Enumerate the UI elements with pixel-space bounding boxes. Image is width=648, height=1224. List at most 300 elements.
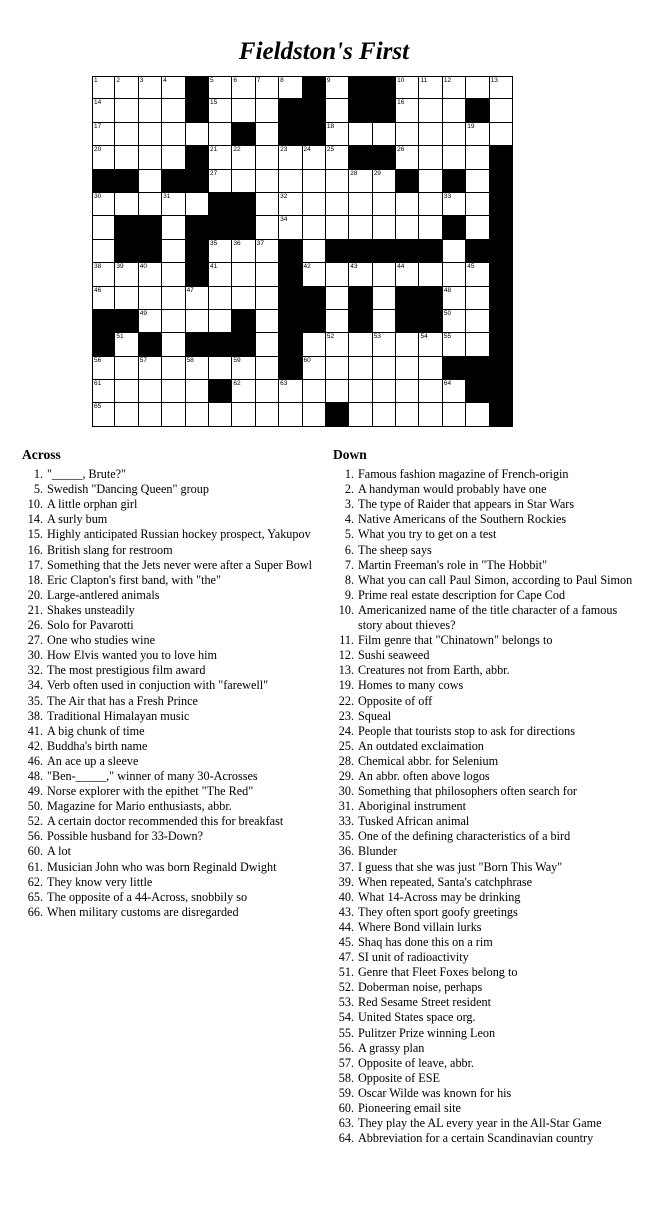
grid-cell[interactable]: [186, 310, 209, 333]
grid-cell[interactable]: [396, 263, 419, 286]
grid-cell[interactable]: [490, 76, 513, 99]
grid-cell[interactable]: [92, 99, 115, 122]
clue-number: 20.: [27, 587, 43, 602]
across-clue: [22, 512, 327, 527]
black-square: [443, 170, 466, 193]
clue-text: Something that the Jets never were after a Super Bowl: [47, 557, 313, 572]
down-clue: [333, 754, 633, 769]
black-square: [186, 146, 209, 169]
grid-cell[interactable]: [139, 193, 162, 216]
grid-cell[interactable]: [326, 193, 349, 216]
grid-cell[interactable]: [162, 240, 185, 263]
grid-cell[interactable]: [162, 333, 185, 356]
grid-cell[interactable]: [139, 146, 162, 169]
grid-cell[interactable]: [396, 403, 419, 426]
clue-text: "_____, Brute?": [47, 467, 126, 482]
grid-cell[interactable]: [419, 357, 442, 380]
grid-cell[interactable]: [256, 216, 279, 239]
grid-cell[interactable]: [373, 380, 396, 403]
grid-cell[interactable]: [162, 403, 185, 426]
grid-cell[interactable]: [115, 146, 138, 169]
grid-cell[interactable]: [279, 193, 302, 216]
grid-cell[interactable]: [326, 380, 349, 403]
grid-cell[interactable]: [115, 333, 138, 356]
grid-cell[interactable]: [373, 357, 396, 380]
grid-cell[interactable]: [466, 263, 489, 286]
grid-cell[interactable]: [373, 170, 396, 193]
grid-cell[interactable]: [443, 193, 466, 216]
grid-cell[interactable]: [443, 380, 466, 403]
grid-cell[interactable]: [115, 263, 138, 286]
grid-cell[interactable]: [443, 99, 466, 122]
black-square: [279, 310, 302, 333]
grid-cell[interactable]: [303, 403, 326, 426]
grid-cell[interactable]: [186, 193, 209, 216]
across-clue: [22, 754, 327, 769]
black-square: [396, 240, 419, 263]
grid-cell[interactable]: [373, 333, 396, 356]
grid-cell[interactable]: [326, 76, 349, 99]
grid-cell[interactable]: [326, 123, 349, 146]
grid-cell[interactable]: [349, 193, 372, 216]
grid-cell[interactable]: [349, 170, 372, 193]
down-clue: [333, 663, 633, 678]
grid-cell[interactable]: [162, 263, 185, 286]
grid-cell[interactable]: [419, 76, 442, 99]
grid-cell[interactable]: [349, 123, 372, 146]
down-clue: [333, 588, 633, 603]
grid-cell[interactable]: [443, 240, 466, 263]
grid-cell[interactable]: [232, 170, 255, 193]
grid-cell[interactable]: [256, 146, 279, 169]
grid-row: [92, 333, 513, 356]
grid-cell[interactable]: [139, 76, 162, 99]
grid-cell[interactable]: [139, 287, 162, 310]
grid-cell[interactable]: [115, 99, 138, 122]
grid-cell[interactable]: [92, 240, 115, 263]
grid-cell[interactable]: [443, 287, 466, 310]
grid-cell[interactable]: [256, 287, 279, 310]
across-clue: [22, 543, 327, 558]
grid-cell[interactable]: [256, 310, 279, 333]
down-clue: [333, 1041, 633, 1056]
grid-cell[interactable]: [490, 99, 513, 122]
cell-number: 49: [139, 309, 148, 317]
grid-cell[interactable]: [209, 240, 232, 263]
grid-cell[interactable]: [232, 380, 255, 403]
grid-cell[interactable]: [209, 146, 232, 169]
black-square: [303, 310, 326, 333]
grid-cell[interactable]: [303, 380, 326, 403]
grid-cell[interactable]: [92, 357, 115, 380]
grid-cell[interactable]: [186, 123, 209, 146]
grid-cell[interactable]: [443, 403, 466, 426]
black-square: [349, 310, 372, 333]
grid-cell[interactable]: [490, 123, 513, 146]
grid-cell[interactable]: [256, 99, 279, 122]
grid-cell[interactable]: [443, 123, 466, 146]
grid-cell[interactable]: [186, 380, 209, 403]
black-square: [279, 333, 302, 356]
grid-row: [92, 403, 513, 426]
grid-cell[interactable]: [232, 240, 255, 263]
grid-cell[interactable]: [326, 146, 349, 169]
grid-cell[interactable]: [396, 193, 419, 216]
cell-number: 46: [94, 286, 102, 294]
grid-cell[interactable]: [115, 76, 138, 99]
grid-cell[interactable]: [256, 357, 279, 380]
grid-cell[interactable]: [186, 403, 209, 426]
grid-cell[interactable]: [115, 380, 138, 403]
grid-cell[interactable]: [396, 357, 419, 380]
grid-cell[interactable]: [466, 216, 489, 239]
grid-cell[interactable]: [139, 357, 162, 380]
clue-text: One who studies wine: [47, 633, 155, 648]
across-clue: [22, 769, 327, 784]
grid-cell[interactable]: [209, 287, 232, 310]
grid-cell[interactable]: [115, 357, 138, 380]
grid-cell[interactable]: [466, 333, 489, 356]
clue-number: 38.: [27, 708, 43, 723]
grid-cell[interactable]: [162, 357, 185, 380]
across-clue: [22, 618, 327, 633]
grid-cell[interactable]: [396, 99, 419, 122]
black-square: [349, 146, 372, 169]
grid-cell[interactable]: [209, 76, 232, 99]
clue-text: Tusked African animal: [358, 814, 470, 829]
grid-cell[interactable]: [419, 146, 442, 169]
grid-cell[interactable]: [232, 263, 255, 286]
grid-cell[interactable]: [256, 403, 279, 426]
black-square: [373, 146, 396, 169]
black-square: [232, 216, 255, 239]
grid-cell[interactable]: [162, 287, 185, 310]
clue-number: 37.: [338, 859, 354, 874]
down-clue: [333, 467, 633, 482]
grid-cell[interactable]: [186, 287, 209, 310]
grid-cell[interactable]: [466, 76, 489, 99]
down-clue: [333, 995, 633, 1010]
grid-cell[interactable]: [162, 146, 185, 169]
clue-number: 45.: [338, 935, 354, 949]
grid-cell[interactable]: [326, 287, 349, 310]
cell-number: 24: [303, 146, 311, 154]
grid-cell[interactable]: [256, 76, 279, 99]
clue-text: Norse explorer with the epithet "The Red": [47, 784, 254, 799]
black-square: [490, 310, 513, 333]
clue-text: Abbreviation for a certain Scandinavian country: [358, 1131, 594, 1146]
grid-cell[interactable]: [396, 76, 419, 99]
clue-text: Large-antlered animals: [47, 587, 160, 602]
black-square: [115, 216, 138, 239]
grid-cell[interactable]: [466, 123, 489, 146]
clue-text: A lot: [47, 844, 72, 859]
down-clue: [333, 814, 633, 829]
grid-cell[interactable]: [209, 170, 232, 193]
grid-row: [92, 193, 513, 216]
grid-cell[interactable]: [466, 146, 489, 169]
clue-number: 35.: [338, 829, 354, 844]
grid-cell[interactable]: [232, 99, 255, 122]
clue-number: 8.: [344, 572, 354, 587]
clue-text: The most prestigious film award: [47, 663, 206, 678]
grid-cell[interactable]: [443, 263, 466, 286]
grid-cell[interactable]: [303, 170, 326, 193]
grid-cell[interactable]: [209, 123, 232, 146]
grid-cell[interactable]: [349, 263, 372, 286]
grid-cell[interactable]: [466, 287, 489, 310]
grid-cell[interactable]: [326, 99, 349, 122]
grid-cell[interactable]: [92, 263, 115, 286]
grid-cell[interactable]: [115, 287, 138, 310]
clue-text: People that tourists stop to ask for directions: [358, 723, 575, 738]
grid-cell[interactable]: [162, 193, 185, 216]
grid-cell[interactable]: [279, 146, 302, 169]
grid-cell[interactable]: [162, 216, 185, 239]
grid-cell[interactable]: [279, 403, 302, 426]
clue-text: An ace up a sleeve: [47, 753, 139, 768]
grid-cell[interactable]: [419, 333, 442, 356]
cell-number: 38: [94, 263, 102, 271]
grid-cell[interactable]: [139, 123, 162, 146]
black-square: [279, 357, 302, 380]
down-clue: [333, 844, 633, 859]
clue-number: 28.: [338, 753, 354, 768]
clue-text: Aboriginal instrument: [358, 799, 466, 814]
black-square: [326, 240, 349, 263]
grid-cell[interactable]: [303, 216, 326, 239]
grid-cell[interactable]: [92, 380, 115, 403]
grid-cell[interactable]: [115, 123, 138, 146]
grid-cell[interactable]: [232, 403, 255, 426]
grid-cell[interactable]: [162, 310, 185, 333]
cell-number: 7: [256, 77, 261, 84]
grid-row: [92, 146, 513, 169]
grid-cell[interactable]: [92, 216, 115, 239]
grid-cell[interactable]: [349, 403, 372, 426]
grid-cell[interactable]: [256, 333, 279, 356]
grid-cell[interactable]: [466, 170, 489, 193]
grid-cell[interactable]: [443, 310, 466, 333]
clue-text: An outdated exclaimation: [358, 738, 484, 753]
grid-cell[interactable]: [139, 380, 162, 403]
clue-text: Pulitzer Prize winning Leon: [358, 1025, 496, 1040]
grid-cell[interactable]: [396, 146, 419, 169]
clue-number: 55.: [338, 1025, 354, 1040]
grid-cell[interactable]: [326, 333, 349, 356]
black-square: [279, 123, 302, 146]
grid-cell[interactable]: [232, 357, 255, 380]
down-clue: [333, 799, 633, 814]
grid-cell[interactable]: [139, 310, 162, 333]
grid-cell[interactable]: [209, 357, 232, 380]
clue-number: 26.: [27, 618, 43, 633]
grid-cell[interactable]: [443, 146, 466, 169]
clue-number: 40.: [338, 889, 354, 904]
grid-cell[interactable]: [279, 380, 302, 403]
grid-cell[interactable]: [396, 380, 419, 403]
grid-cell[interactable]: [232, 76, 255, 99]
grid-cell[interactable]: [92, 287, 115, 310]
black-square: [349, 99, 372, 122]
across-clue: [22, 497, 327, 512]
grid-cell[interactable]: [92, 76, 115, 99]
grid-cell[interactable]: [256, 380, 279, 403]
grid-cell[interactable]: [419, 403, 442, 426]
clue-text: The type of Raider that appears in Star Wars: [358, 497, 575, 512]
grid-row: [92, 380, 513, 403]
grid-cell[interactable]: [326, 310, 349, 333]
grid-cell[interactable]: [139, 263, 162, 286]
grid-cell[interactable]: [92, 193, 115, 216]
grid-cell[interactable]: [256, 170, 279, 193]
clue-number: 41.: [27, 723, 43, 738]
down-clue: [333, 950, 633, 965]
grid-cell[interactable]: [326, 263, 349, 286]
grid-cell[interactable]: [396, 123, 419, 146]
grid-cell[interactable]: [279, 170, 302, 193]
clue-number: 59.: [338, 1085, 354, 1100]
cell-number: 50: [443, 309, 452, 317]
black-square: [186, 170, 209, 193]
clue-number: 5.: [33, 482, 43, 497]
grid-cell[interactable]: [303, 333, 326, 356]
black-square: [279, 99, 302, 122]
grid-cell[interactable]: [419, 193, 442, 216]
grid-cell[interactable]: [115, 193, 138, 216]
across-clue: [22, 648, 327, 663]
grid-cell[interactable]: [443, 76, 466, 99]
grid-cell[interactable]: [349, 357, 372, 380]
grid-cell[interactable]: [162, 76, 185, 99]
grid-cell[interactable]: [373, 263, 396, 286]
grid-cell[interactable]: [419, 216, 442, 239]
clue-number: 49.: [27, 784, 43, 799]
black-square: [186, 263, 209, 286]
grid-cell[interactable]: [139, 170, 162, 193]
cell-number: 33: [443, 192, 452, 200]
clue-number: 10.: [338, 602, 354, 617]
grid-cell[interactable]: [326, 357, 349, 380]
grid-cell[interactable]: [209, 99, 232, 122]
clue-text: Traditional Himalayan music: [47, 708, 190, 723]
grid-cell[interactable]: [373, 216, 396, 239]
grid-cell[interactable]: [466, 403, 489, 426]
cell-number: 41: [209, 263, 218, 271]
grid-cell[interactable]: [303, 357, 326, 380]
down-clue: [333, 1116, 633, 1131]
clue-number: 27.: [27, 633, 43, 648]
cell-number: 28: [350, 169, 358, 177]
grid-cell[interactable]: [256, 240, 279, 263]
clue-text: Musician John who was born Reginald Dwight: [47, 859, 277, 874]
grid-cell[interactable]: [419, 123, 442, 146]
grid-cell[interactable]: [162, 99, 185, 122]
grid-cell[interactable]: [186, 357, 209, 380]
down-clue-list: [333, 467, 633, 1146]
grid-cell[interactable]: [232, 146, 255, 169]
grid-cell[interactable]: [139, 403, 162, 426]
clue-number: 46.: [27, 753, 43, 768]
clue-number: 10.: [27, 497, 43, 512]
grid-cell[interactable]: [466, 193, 489, 216]
grid-cell[interactable]: [349, 216, 372, 239]
grid-cell[interactable]: [279, 216, 302, 239]
grid-cell[interactable]: [209, 403, 232, 426]
grid-cell[interactable]: [256, 263, 279, 286]
grid-cell[interactable]: [373, 287, 396, 310]
grid-cell[interactable]: [373, 193, 396, 216]
grid-cell[interactable]: [349, 380, 372, 403]
grid-cell[interactable]: [209, 263, 232, 286]
grid-cell[interactable]: [373, 123, 396, 146]
grid-cell[interactable]: [303, 146, 326, 169]
grid-cell[interactable]: [256, 193, 279, 216]
grid-cell[interactable]: [115, 403, 138, 426]
black-square: [373, 99, 396, 122]
down-clue: [333, 875, 633, 890]
grid-cell[interactable]: [419, 380, 442, 403]
grid-cell[interactable]: [92, 123, 115, 146]
grid-cell[interactable]: [92, 403, 115, 426]
grid-cell[interactable]: [209, 310, 232, 333]
grid-cell[interactable]: [419, 170, 442, 193]
cell-number: 48: [443, 286, 452, 294]
grid-cell[interactable]: [162, 123, 185, 146]
grid-cell[interactable]: [373, 403, 396, 426]
clue-text: Something that philosophers often search for: [358, 784, 577, 799]
grid-cell[interactable]: [256, 123, 279, 146]
down-clue: [333, 694, 633, 709]
grid-cell[interactable]: [326, 170, 349, 193]
grid-cell[interactable]: [232, 287, 255, 310]
cell-number: 13: [490, 77, 498, 84]
grid-cell[interactable]: [419, 263, 442, 286]
clue-number: 47.: [338, 950, 354, 965]
grid-cell[interactable]: [303, 240, 326, 263]
puzzle-title: Fieldston's First: [238, 38, 410, 65]
grid-cell[interactable]: [303, 193, 326, 216]
grid-cell[interactable]: [373, 310, 396, 333]
clue-number: 51.: [338, 965, 354, 980]
black-square: [115, 310, 138, 333]
across-clue: [22, 709, 327, 724]
clue-text: Opposite of leave, abbr.: [358, 1055, 475, 1070]
across-clue: [22, 784, 327, 799]
grid-cell[interactable]: [443, 333, 466, 356]
across-clue: [22, 905, 327, 920]
grid-cell[interactable]: [396, 216, 419, 239]
grid-cell[interactable]: [419, 99, 442, 122]
grid-cell[interactable]: [466, 310, 489, 333]
grid-cell[interactable]: [349, 333, 372, 356]
clue-number: 53.: [338, 995, 354, 1010]
grid-cell[interactable]: [139, 99, 162, 122]
cell-number: 1: [94, 77, 98, 84]
grid-row: [92, 170, 513, 193]
grid-cell[interactable]: [326, 216, 349, 239]
grid-cell[interactable]: [162, 380, 185, 403]
grid-cell[interactable]: [396, 333, 419, 356]
grid-cell[interactable]: [303, 263, 326, 286]
down-clue: [333, 829, 633, 844]
black-square: [490, 216, 513, 239]
black-square: [232, 123, 255, 146]
grid-cell[interactable]: [92, 146, 115, 169]
grid-cell[interactable]: [279, 76, 302, 99]
black-square: [279, 240, 302, 263]
black-square: [209, 380, 232, 403]
